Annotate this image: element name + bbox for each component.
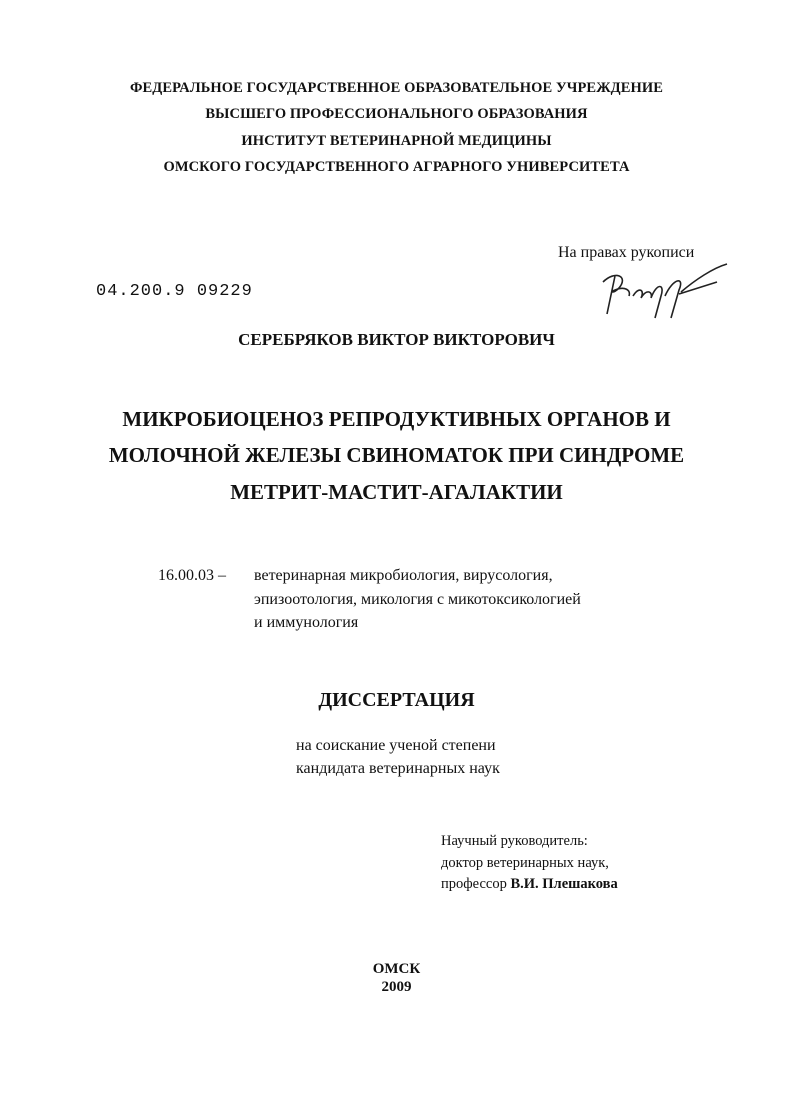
registration-number: 04.200.9 09229 (96, 282, 253, 301)
title-line-1: МИКРОБИОЦЕНОЗ РЕПРОДУКТИВНЫХ ОРГАНОВ И (122, 407, 671, 431)
specialty-code: 16.00.03 – (158, 567, 226, 584)
supervisor-label: Научный руководитель: (441, 833, 588, 849)
degree-line-2: кандидата ветеринарных наук (296, 760, 500, 777)
specialty-line-1: ветеринарная микробиология, вирусология, (254, 567, 553, 584)
document-type: ДИССЕРТАЦИЯ (318, 689, 475, 711)
signature (595, 262, 735, 322)
supervisor-degree: доктор ветеринарных наук, (441, 855, 609, 871)
specialty-line-3: и иммунология (254, 614, 359, 631)
title-line-2: МОЛОЧНОЙ ЖЕЛЕЗЫ СВИНОМАТОК ПРИ СИНДРОМЕ (108, 443, 685, 467)
supervisor-name: В.И. Плешакова (510, 876, 618, 892)
city: ОМСК (372, 961, 421, 977)
manuscript-rights: На правах рукописи (558, 244, 695, 261)
supervisor-line (441, 876, 618, 893)
degree-line-1: на соискание ученой степени (296, 737, 496, 754)
title-line-3: МЕТРИТ-МАСТИТ-АГАЛАКТИИ (230, 480, 563, 504)
header-line-2: ВЫСШЕГО ПРОФЕССИОНАЛЬНОГО ОБРАЗОВАНИЯ (205, 106, 588, 122)
header-line-3: ИНСТИТУТ ВЕТЕРИНАРНОЙ МЕДИЦИНЫ (241, 133, 552, 149)
header-line-1: ФЕДЕРАЛЬНОЕ ГОСУДАРСТВЕННОЕ ОБРАЗОВАТЕЛЬНОЕ УЧРЕЖДЕНИЕ (129, 80, 664, 96)
author-name: СЕРЕБРЯКОВ ВИКТОР ВИКТОРОВИЧ (238, 330, 555, 349)
supervisor-title: профессор (441, 876, 507, 892)
header-line-4: ОМСКОГО ГОСУДАРСТВЕННОГО АГРАРНОГО УНИВЕРСИТЕТА (163, 159, 630, 175)
year: 2009 (381, 979, 412, 995)
specialty-line-2: эпизоотология, микология с микотоксикологией (254, 591, 581, 608)
